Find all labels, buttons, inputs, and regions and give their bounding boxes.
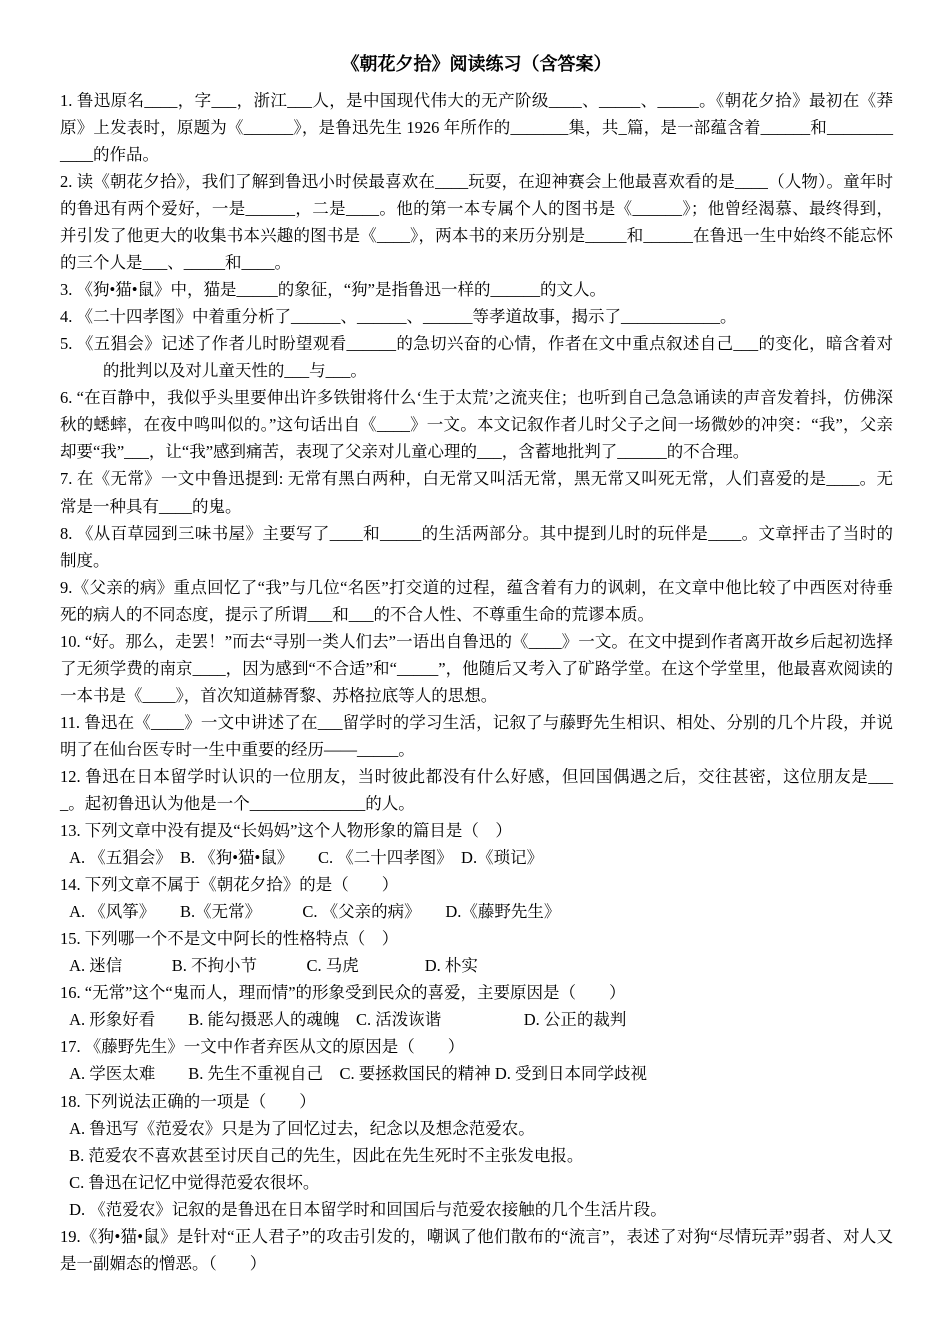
question-10: 10. “好。那么，走罢！”而去“寻别一类人们去”一语出自鲁迅的《____》一文。在文中提到作者离开故乡后起初选择了无须学费的南京____，因为感到“不合适”和“_____”，他随后又考入了矿路学堂。在这个学堂里，他最喜欢阅读的一本书是《____》，首次知道赫胥黎、苏格拉底等人的思想。: [60, 631, 893, 705]
question-16: 16. “无常”这个“鬼而人，理而情”的形象受到民众的喜爱，主要原因是（ ）: [60, 983, 626, 1003]
question-12: 12. 鲁迅在日本留学时认识的一位朋友，当时彼此都没有什么好感，但回国偶遇之后，交往甚密，这位朋友是____。起初鲁迅认为他是一个______________的人。: [60, 766, 893, 814]
question-18-option-a: A. 鲁迅写《范爱农》只是为了回忆过去，纪念以及想念范爱农。: [69, 1118, 535, 1138]
question-18: 18. 下列说法正确的一项是（ ）: [60, 1091, 316, 1111]
question-1: 1. 鲁迅原名____，字___，浙江___人，是中国现代伟大的无产阶级____、_____、_____。《朝花夕拾》最初在《莽原》上发表时，原题为《______》，是鲁迅先生 1926 年所作的_______集，共_篇，是一部蕴含着______和____________的作品。: [60, 90, 893, 164]
question-4: 4. 《二十四孝图》中着重分析了______、______、______等孝道故事，揭示了____________。: [60, 307, 737, 327]
question-9: 9.《父亲的病》重点回忆了“我”与几位“名医”打交道的过程，蕴含着有力的讽刺，在文章中他比较了中西医对待垂死的病人的不同态度，提示了所谓___和___的不合人性、不尊重生命的荒谬本质。: [60, 577, 893, 624]
question-15: 15. 下列哪一个不是文中阿长的性格特点（ ）: [60, 929, 399, 949]
question-2: 2. 读《朝花夕拾》，我们了解到鲁迅小时侯最喜欢在____玩耍，在迎神赛会上他最喜欢看的是____（人物）。童年时的鲁迅有两个爱好，一是______，二是____。他的第一本专属个人的图书是《______》；他曾经渴慕、最终得到，并引发了他更大的收集书本兴趣的图书是《____》，两本书的来历分别是_____和______在鲁迅一生中始终不能忘怀的三个人是___、_____和____。: [60, 171, 893, 273]
question-14-options: A. 《风筝》 B.《无常》 C. 《父亲的病》 D.《藤野先生》: [69, 902, 561, 922]
question-19: 19.《狗•猫•鼠》是针对“正人君子”的攻击引发的，嘲讽了他们散布的“流言”，表述了对狗“尽情玩弄”弱者、对人又是一副媚态的憎恶。（ ）: [60, 1226, 893, 1273]
question-18-option-c: C. 鲁迅在记忆中觉得范爱农很坏。: [69, 1172, 320, 1192]
question-8: 8. 《从百草园到三味书屋》主要写了____和_____的生活两部分。其中提到儿时的玩伴是____。文章抨击了当时的制度。: [60, 523, 893, 570]
page-title: 《朝花夕拾》阅读练习（含答案）: [341, 54, 612, 74]
question-17-options: A. 学医太难 B. 先生不重视自己 C. 要拯救国民的精神 D. 受到日本同学歧视: [69, 1064, 648, 1084]
question-15-options: A. 迷信 B. 不拘小节 C. 马虎 D. 朴实: [69, 956, 478, 976]
question-11: 11. 鲁迅在《____》一文中讲述了在___留学时的学习生活，记叙了与藤野先生相识、相处、分别的几个片段，并说明了在仙台医专时一生中重要的经历——_____。: [60, 712, 893, 759]
question-6: 6. “在百静中，我似乎头里要伸出许多铁钳将什么‘生于太荒’之流夹住；也听到自己急急诵读的声音发着抖，仿佛深秋的蟋蟀，在夜中鸣叫似的。”这句话出自《____》一文。本文记叙作者儿时父子之间一场微妙的冲突：“我”，父亲却要“我”___，让“我”感到痛苦，表现了父亲对儿童心理的___，含蓄地批判了______的不合理。: [60, 388, 893, 462]
question-18-option-d: D. 《范爱农》记叙的是鲁迅在日本留学时和回国后与范爱农接触的几个生活片段。: [69, 1199, 667, 1219]
question-3: 3. 《狗•猫•鼠》中，猫是_____的象征，“狗”是指鲁迅一样的______的文人。: [60, 280, 606, 300]
question-5: 5. 《五猖会》记述了作者儿时盼望观看______的急切兴奋的心情，作者在文中重点叙述自己___的变化，暗含着对的批判以及对儿童天性的___与___。: [60, 334, 893, 381]
question-17: 17. 《藤野先生》一文中作者弃医从文的原因是（ ）: [60, 1037, 465, 1057]
question-16-options: A. 形象好看 B. 能勾摄恶人的魂魄 C. 活泼诙谐 D. 公正的裁判: [69, 1010, 627, 1030]
question-13-options: A. 《五猖会》 B. 《狗•猫•鼠》 C. 《二十四孝图》 D.《琐记》: [69, 848, 544, 868]
document-body: [60, 87, 893, 1277]
question-18-option-b: B. 范爱农不喜欢甚至讨厌自己的先生，因此在先生死时不主张发电报。: [69, 1145, 584, 1165]
question-14: 14. 下列文章不属于《朝花夕拾》的是（ ）: [60, 875, 399, 895]
question-7: 7. 在《无常》一文中鲁迅提到: 无常有黑白两种，白无常又叫活无常，黑无常又叫死无常，人们喜爱的是____。无常是一种具有____的鬼。: [60, 469, 893, 516]
question-13: 13. 下列文章中没有提及“长妈妈”这个人物形象的篇目是（ ）: [60, 821, 512, 841]
